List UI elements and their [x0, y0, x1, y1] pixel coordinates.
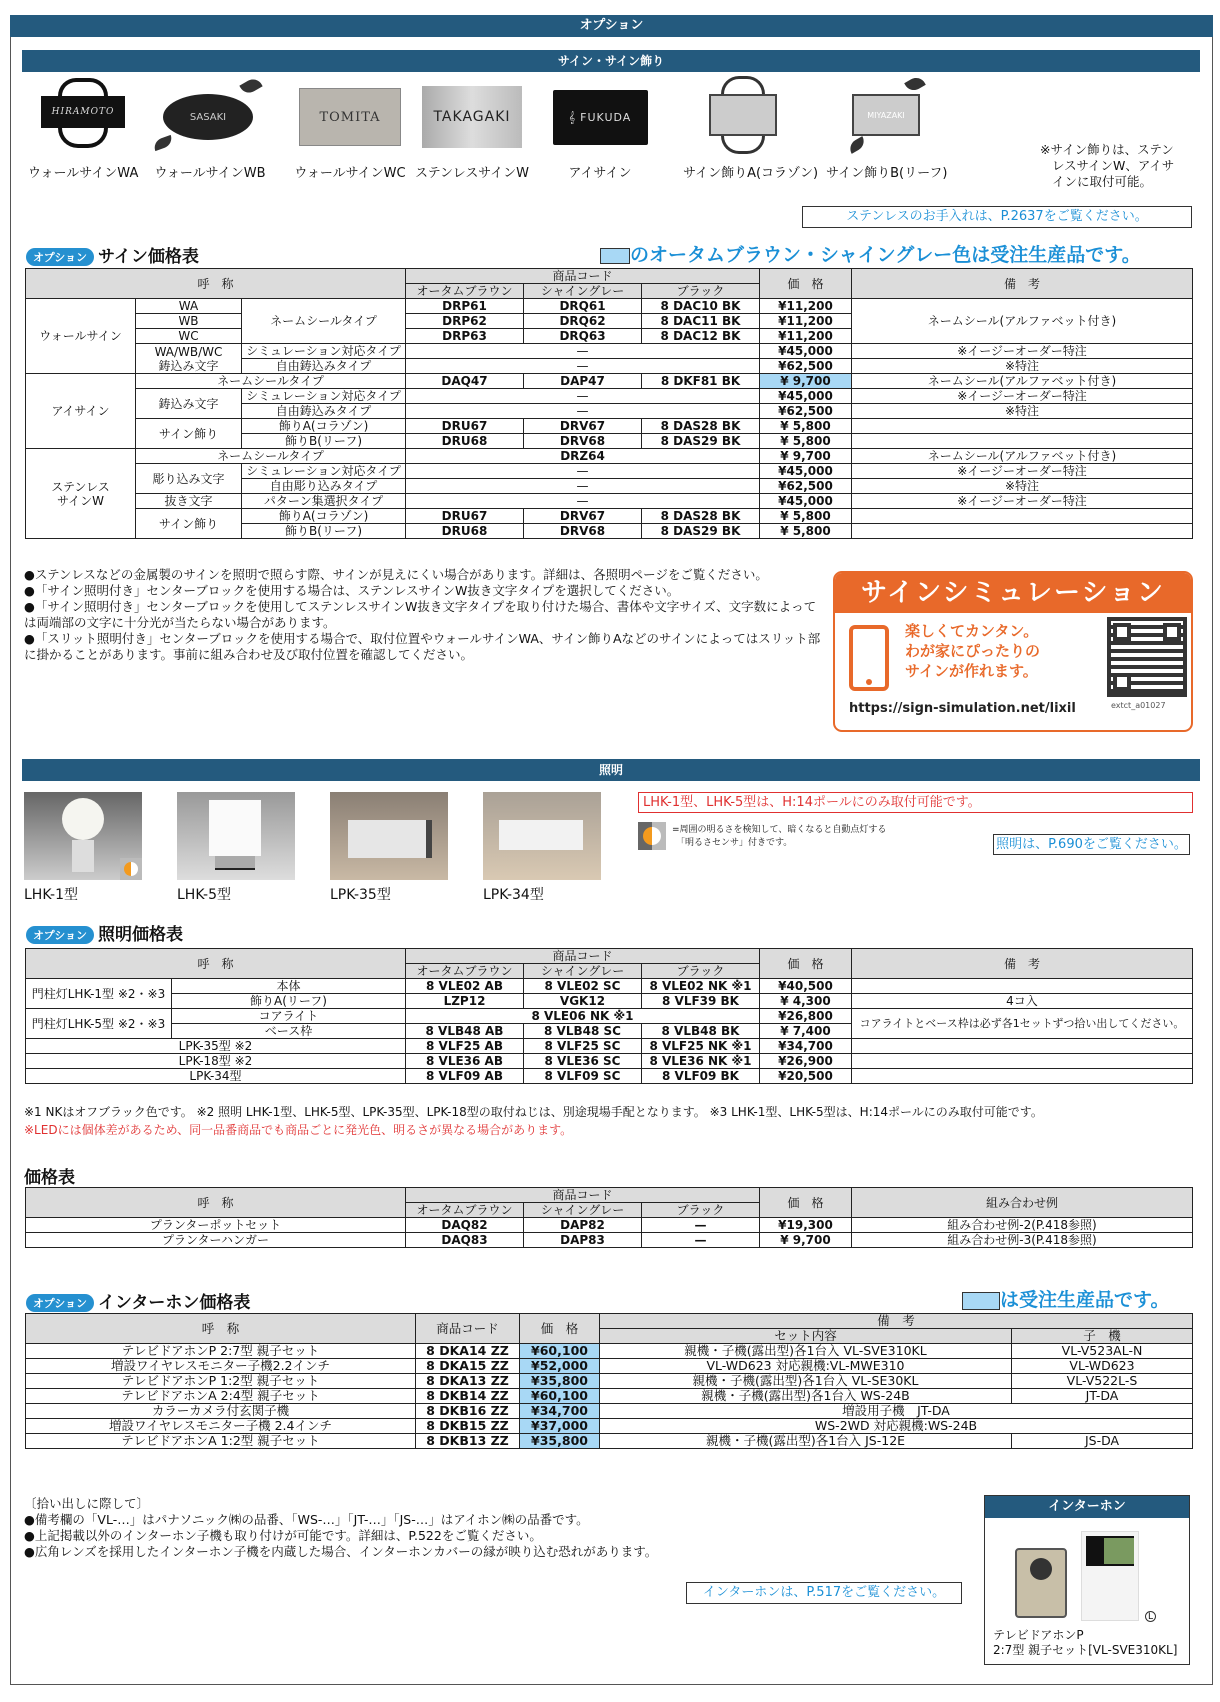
table-row: カラーカメラ付玄関子機 8 DKB16 ZZ ¥34,700 増設用子機 JT-DA — [26, 1404, 1193, 1419]
table-row: ステンレス サインW ネームシールタイプ DRZ64 ¥ 9,700 ネームシール(アルファベット付き) — [26, 449, 1193, 464]
intercom-notes: 〔拾い出しに際して〕 ●備考欄の「VL-…」はパナソニック㈱の品番、「WS-…」「JT-…」「JS-…」はアイホン㈱の品番です。 ●上記掲載以外のインターホン子機も取り付けが可能です。詳細は、P.522をご覧ください。 ●広角レンズを採用したインターホン子機を内蔵した場合、インターホンカバーの縁が映り込む恐れがあります。 — [24, 1496, 658, 1559]
table-row: 飾りB(リーフ) DRU68 DRV68 8 DAS29 BK ¥ 5,800 — [26, 524, 1193, 539]
simulation-tagline: 楽しくてカンタン。 わが家にぴったりの サインが作れます。 — [905, 622, 1041, 680]
table-row: WB DRP62 DRQ62 8 DAC11 BK ¥11,200 — [26, 314, 1193, 329]
table-row: テレビドアホンP 2:7型 親子セット 8 DKA14 ZZ ¥60,100 親機・子機(露出型)各1台入 VL-SVE310KL VL-V523AL-N — [26, 1344, 1193, 1359]
table-row: テレビドアホンA 1:2型 親子セット 8 DKB13 ZZ ¥35,800 親機・子機(露出型)各1台入 JS-12E JS-DA — [26, 1434, 1193, 1449]
table-row: テレビドアホンP 1:2型 親子セット 8 DKA13 ZZ ¥35,800 親機・子機(露出型)各1台入 VL-SE30KL VL-V522L-S — [26, 1374, 1193, 1389]
table-row: サイン飾り 飾りA(コラゾン) DRU67 DRV67 8 DAS28 BK ¥ 5,800 — [26, 509, 1193, 524]
intercom-price-table: 呼 称 商品コード 価 格 備 考 セット内容 子 機 テレビドアホンP 2:7型 親子セット 8 DKA14 ZZ ¥60,100 親機・子機(露出型)各1台入 VL-SVE310KL VL-V523AL-N 増設ワイヤレスモニター子機2.2インチ 8 DKA15 ZZ ¥52,000 VL-WD623 対応親機:VL-MWE310 VL-WD623 テレビドアホンP 1:2型 親子セット 8 DKA13 ZZ ¥35,800 親機・子機(露出型)各1台入 VL-SE30KL VL-V522L-S テレビドアホンA 2:4型 親子セット 8 DKB14 ZZ ¥60,100 親機・子機(露出型)各1台入 WS-24B JT-DA カラーカメラ付玄関子機 8 DKB16 ZZ ¥34,700 増設用子機 JT-DA 増設ワイヤレスモニター子機 2.4インチ 8 DKB15 ZZ ¥37,000 WS-2WD 対応親機:WS-24B テレビドアホンA 1:2型 親子セット 8 DKB13 ZZ ¥35,800 親機・子機(露出型)各1台入 JS-12E JS-DA — [25, 1313, 1193, 1449]
table-row: 彫り込み文字 シミュレーション対応タイプ — ¥45,000 ※イージーオーダー特注 — [26, 464, 1193, 479]
table-row: 飾りA(リーフ) LZP12 VGK12 8 VLF39 BK ¥ 4,300 4コ入 — [26, 994, 1193, 1009]
sign-image: MIYAZAKI — [846, 76, 926, 156]
table-row: LPK-18型 ※2 8 VLE36 AB 8 VLE36 SC 8 VLE36 NK ※1 ¥26,900 — [26, 1054, 1193, 1069]
lamp-image-lpk34 — [483, 792, 601, 880]
sign-item-wa[interactable] — [28, 76, 138, 181]
lamp-label: LHK-5型 — [177, 887, 231, 903]
table-row: WA/WB/WC 鋳込み文字 シミュレーション対応タイプ — ¥45,000 ※イージーオーダー特注 — [26, 344, 1193, 359]
table-row: 鋳込み文字 シミュレーション対応タイプ — ¥45,000 ※イージーオーダー特注 — [26, 389, 1193, 404]
table-row: 自由鋳込みタイプ — ¥62,500 ※特注 — [26, 404, 1193, 419]
qr-code-icon[interactable] — [1107, 617, 1187, 697]
intercom-made-to-order-legend: は受注生産品です。 — [962, 1285, 1169, 1312]
brightness-sensor-icon — [638, 822, 666, 850]
light-price-table: 呼 称 商品コード 価 格 備 考 オータムブラウン シャイングレー ブラック 門柱灯LHK-1型 ※2・※3 本体 8 VLE02 AB 8 VLE02 SC 8 VLE02 NK ※1 ¥40,500 飾りA(リーフ) LZP12 VGK12 8 VLF39 BK ¥ 4,300 4コ入 門柱灯LHK-5型 ※2・※3 コアライト 8 VLE06 NK ※1 ¥26,800 コアライトとベース枠は必ず各1セットずつ拾い出してください。 ベース枠 8 VLB48 AB 8 VLB48 SC 8 VLB48 BK ¥ 7,400 LPK-35型 ※2 8 VLF25 AB 8 VLF25 SC 8 VLF25 NK ※1 ¥34,700 LPK-18型 ※2 8 VLE36 AB 8 VLE36 SC 8 VLE36 NK ※1 ¥26,900 LPK-34型 8 VLF09 AB 8 VLF09 SC 8 VLF09 BK ¥20,500 — [25, 948, 1193, 1084]
table-row: 増設ワイヤレスモニター子機 2.4インチ 8 DKB15 ZZ ¥37,000 WS-2WD 対応親機:WS-24B — [26, 1419, 1193, 1434]
highlight-swatch — [962, 1292, 1000, 1310]
stainless-care-link[interactable]: ステンレスのお手入れは、P.2637をご覧ください。 — [802, 206, 1192, 228]
intercom-box-caption: テレビドアホンP 2:7型 親子セット[VL-SVE310KL] — [993, 1628, 1178, 1657]
page-header: オプション — [10, 15, 1213, 37]
sign-section-bar: サイン・サイン飾り — [22, 50, 1200, 72]
deco-compat-note: ※サイン飾りは、ステン レスサインW、アイサ インに取付可能。 — [1040, 142, 1175, 189]
table-row: LPK-34型 8 VLF09 AB 8 VLF09 SC 8 VLF09 BK ¥20,500 — [26, 1069, 1193, 1084]
sign-label: ウォールサインWC — [294, 166, 406, 181]
sign-image: TAKAGAKI — [422, 86, 522, 148]
sign-label: ウォールサインWB — [154, 166, 266, 181]
sign-item-wb[interactable] — [150, 76, 270, 181]
table-row: 抜き文字 パターン集選択タイプ — ¥45,000 ※イージーオーダー特注 — [26, 494, 1193, 509]
simulation-url[interactable]: https://sign-simulation.net/lixil — [849, 701, 1076, 716]
sign-image: SASAKI — [151, 76, 269, 156]
lamp-image-lhk1 — [24, 792, 142, 880]
sensor-note: =周囲の明るさを検知して、暗くなると自動点灯する 「明るさセンサ」付きです。 — [672, 825, 887, 848]
table-row: 門柱灯LHK-1型 ※2・※3 本体 8 VLE02 AB 8 VLE02 SC 8 VLE02 NK ※1 ¥40,500 — [26, 979, 1193, 994]
lamp-image-lhk5 — [177, 792, 295, 880]
sign-simulation-banner[interactable] — [833, 571, 1193, 732]
lamp-label: LPK-34型 — [483, 887, 544, 903]
lamp-label: LHK-1型 — [24, 887, 78, 903]
sign-item-deco-a[interactable] — [683, 76, 819, 181]
tablet-tap-icon — [849, 625, 889, 691]
sign-image — [703, 76, 783, 156]
lighting-ref-link[interactable]: 照明は、P.690をご覧ください。 — [993, 834, 1190, 855]
sign-notes: ●ステンレスなどの金属製のサインを照明で照らす際、サインが見えにくい場合があります。詳細は、各照明ページをご覧ください。 ●「サイン照明付き」センターブロックを使用する場合は、ステンレスサインW抜き文字タイプを選択してください。 ●「サイン照明付き」センターブロックを使用してステンレスサインW抜き文字タイプを取り付けた場合、書体や文字サイズ、文字数によっては両端部の文字に十分光が当たらない場合があります。 ●「スリット照明付き」センターブロックを使用する場合で、取付位置やウォールサインWA、サイン飾りAなどのサインによってはスリット部に掛かることがあります。事前に組み合わせ及び取付位置を確認してください。 — [24, 567, 821, 662]
pole-warning: LHK-1型、LHK-5型は、H:14ポールにのみ取付可能です。 — [638, 792, 1193, 813]
light-footnote: ※1 NKはオフブラック色です。 ※2 照明 LHK-1型、LHK-5型、LPK-35型、LPK-18型の取付ねじは、別途現場手配となります。 ※3 LHK-1型、LHK-5型は、H:14ポールにのみ取付可能です。 — [24, 1105, 1043, 1119]
lamp-label: LPK-35型 — [330, 887, 391, 903]
table-row: 自由鋳込みタイプ — ¥62,500 ※特注 — [26, 359, 1193, 374]
option-badge: オプション — [26, 1294, 94, 1312]
brightness-sensor-icon — [120, 858, 142, 880]
table-row: 門柱灯LHK-5型 ※2・※3 コアライト 8 VLE06 NK ※1 ¥26,800 コアライトとベース枠は必ず各1セットずつ拾い出してください。 — [26, 1009, 1193, 1024]
sign-label: サイン飾りA(コラゾン) — [683, 166, 819, 181]
lamp-image-lpk35 — [330, 792, 448, 880]
table-row: ウォールサイン WA ネームシールタイプ DRP61 DRQ61 8 DAC10 BK ¥11,200 ネームシール(アルファベット付き) — [26, 299, 1193, 314]
sign-image: TOMITA — [299, 88, 401, 146]
option-badge: オプション — [26, 248, 94, 266]
sign-image: 𝄞 FUKUDA — [553, 90, 648, 145]
intercom-ref-link[interactable]: インターホンは、P.517をご覧ください。 — [686, 1582, 962, 1604]
table-row: アイサイン ネームシールタイプ DAQ47 DAP47 8 DKF81 BK ¥ 9,700 ネームシール(アルファベット付き) — [26, 374, 1193, 389]
treble-clef-icon: 𝄞 — [568, 110, 577, 124]
qr-caption: extct_a01027 — [1111, 701, 1166, 710]
intercom-product-box — [984, 1495, 1190, 1665]
table-row: 自由彫り込みタイプ — ¥62,500 ※特注 — [26, 479, 1193, 494]
table-row: ベース枠 8 VLB48 AB 8 VLB48 SC 8 VLB48 BK ¥ 7,400 — [26, 1024, 1193, 1039]
l-mark-icon: L — [1145, 1611, 1156, 1622]
option-badge: オプション — [26, 926, 94, 944]
table-row: テレビドアホンA 2:4型 親子セット 8 DKB14 ZZ ¥60,100 親機・子機(露出型)各1台入 WS-24B JT-DA — [26, 1389, 1193, 1404]
monitor-image — [1081, 1531, 1139, 1621]
planter-price-title: 価格表 — [24, 1168, 75, 1188]
lighting-section-bar: 照明 — [22, 759, 1200, 781]
table-row: LPK-35型 ※2 8 VLF25 AB 8 VLF25 SC 8 VLF25 NK ※1 ¥34,700 — [26, 1039, 1193, 1054]
sign-label: ウォールサインWA — [28, 166, 139, 181]
table-row: プランターポットセット DAQ82 DAP82 — ¥19,300 組み合わせ例-2(P.418参照) — [26, 1218, 1193, 1233]
highlight-swatch — [600, 248, 630, 264]
sign-label: アイサイン — [568, 166, 632, 181]
planter-price-table: 呼 称 商品コード 価 格 組み合わせ例 オータムブラウン シャイングレー ブラック プランターポットセット DAQ82 DAP82 — ¥19,300 組み合わせ例-2(P.418参照) プランターハンガー DAQ83 DAP83 — ¥ 9,700 組み合わせ例-3(P.418参照) — [25, 1187, 1193, 1248]
table-row: プランターハンガー DAQ83 DAP83 — ¥ 9,700 組み合わせ例-3(P.418参照) — [26, 1233, 1193, 1248]
light-price-title: オプション 照明価格表 — [26, 920, 183, 945]
sign-image: HIRAMOTO — [38, 76, 128, 156]
table-row: サイン飾り 飾りA(コラゾン) DRU67 DRV67 8 DAS28 BK ¥ 5,800 — [26, 419, 1193, 434]
door-camera-image — [1015, 1548, 1067, 1618]
made-to-order-legend: のオータムブラウン・シャイングレー色は受注生産品です。 — [600, 240, 1141, 267]
sign-item-eye[interactable] — [545, 76, 655, 181]
sign-label: サイン飾りB(リーフ) — [826, 166, 948, 181]
sign-item-stainless-w[interactable] — [412, 76, 532, 181]
sign-label: ステンレスサインW — [414, 166, 530, 181]
sign-price-title: オプション サイン価格表 — [26, 242, 199, 267]
intercom-price-title: オプション インターホン価格表 — [26, 1288, 250, 1313]
sign-price-table: 呼 称 商品コード 価 格 備 考 オータムブラウン シャイングレー ブラック ウォールサイン WA ネームシールタイプ DRP61 DRQ61 8 DAC10 BK ¥11,200 ネームシール(アルファベット付き) WB DRP62 DRQ62 8 DAC11 BK ¥11,200 WC DRP63 DRQ63 8 DAC12 BK ¥11,200 WA/WB/WC 鋳込み文字 シミュレーション対応タイプ — ¥45,000 ※イージーオーダー特注 自由鋳込みタイプ — ¥62,500 ※特注 アイサイン ネームシールタイプ DAQ47 DAP47 8 DKF81 BK ¥ 9,700 ネームシール(アルファベット付き) 鋳込み文字 シミュレーション対応タイプ — ¥45,000 ※イージーオーダー特注 自由鋳込みタイプ — ¥62,500 ※特注 サイン飾り 飾りA(コラゾン) DRU67 DRV67 8 DAS28 BK ¥ 5,800 飾りB(リーフ) DRU68 DRV68 8 DAS29 BK ¥ 5,800 ステンレス サインW ネームシールタイプ DRZ64 ¥ 9,700 ネームシール(アルファベット付き) 彫り込み文字 シミュレーション対応タイプ — ¥45,000 ※イージーオーダー特注 自由彫り込みタイプ — ¥62,500 ※特注 抜き文字 パターン集選択タイプ — ¥45,000 ※イージーオーダー特注 サイン飾り 飾りA(コラゾン) DRU67 DRV67 8 DAS28 BK ¥ 5,800 飾りB(リーフ) DRU68 DRV68 8 DAS29 BK ¥ 5,800 — [25, 268, 1193, 539]
led-note: ※LEDには個体差があるため、同一品番商品でも商品ごとに発光色、明るさが異なる場合があります。 — [24, 1123, 573, 1137]
table-row: 飾りB(リーフ) DRU68 DRV68 8 DAS29 BK ¥ 5,800 — [26, 434, 1193, 449]
sign-item-wc[interactable] — [290, 76, 410, 181]
intercom-box-title: インターホン — [985, 1496, 1189, 1518]
simulation-title: サインシミュレーション — [835, 573, 1191, 613]
table-row: 増設ワイヤレスモニター子機2.2インチ 8 DKA15 ZZ ¥52,000 VL-WD623 対応親機:VL-MWE310 VL-WD623 — [26, 1359, 1193, 1374]
table-row: WC DRP63 DRQ63 8 DAC12 BK ¥11,200 — [26, 329, 1193, 344]
sign-item-deco-b[interactable] — [826, 76, 946, 181]
